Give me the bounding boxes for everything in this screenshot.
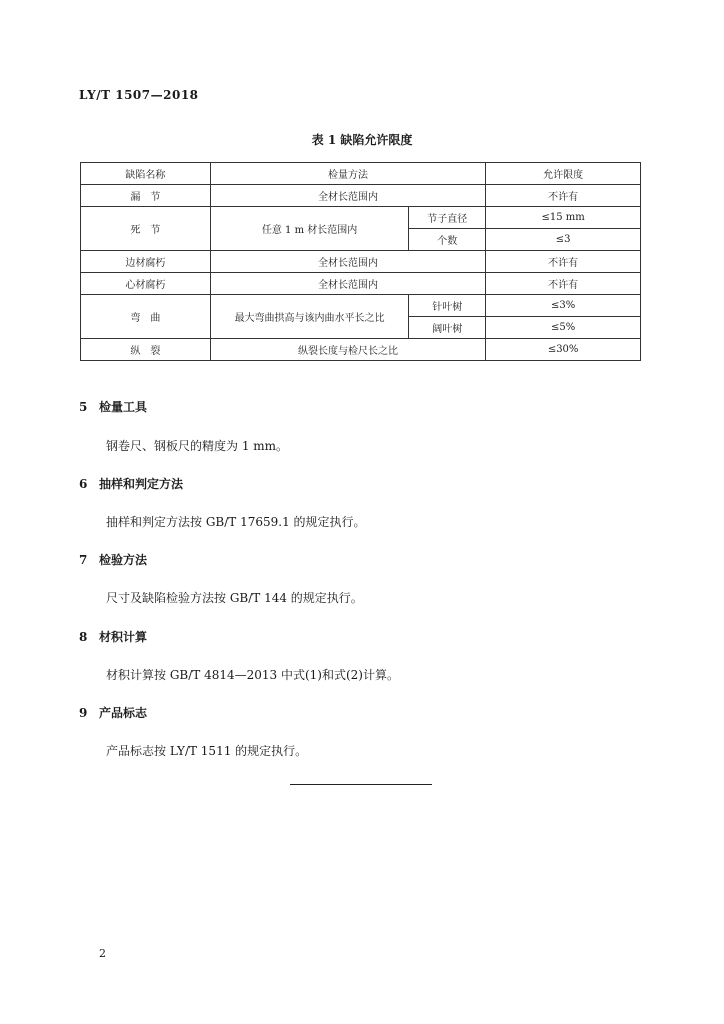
defect-name: 纵 裂 bbox=[81, 339, 211, 361]
method-cell: 任意 1 m 材长范围内 bbox=[210, 207, 409, 251]
header-method: 检量方法 bbox=[210, 163, 485, 185]
page-number: 2 bbox=[99, 947, 106, 960]
header-limit: 允许限度 bbox=[486, 163, 641, 185]
sub-criterion-cell: 个数 bbox=[409, 229, 486, 251]
section-heading bbox=[79, 551, 147, 568]
limit-cell: 不许有 bbox=[486, 273, 641, 295]
limit-cell: ≤3 bbox=[486, 229, 641, 251]
section-title: 检量工具 bbox=[99, 400, 148, 414]
method-cell: 全材长范围内 bbox=[210, 251, 485, 273]
method-cell: 全材长范围内 bbox=[210, 185, 485, 207]
limit-cell: ≤15 mm bbox=[486, 207, 641, 229]
section-heading bbox=[79, 398, 147, 415]
defect-name: 边材腐朽 bbox=[81, 251, 211, 273]
table-row bbox=[81, 251, 641, 273]
method-cell: 纵裂长度与检尺长之比 bbox=[210, 339, 485, 361]
section-heading bbox=[79, 628, 147, 645]
section-number: 5 bbox=[79, 400, 88, 414]
table-row bbox=[81, 295, 641, 317]
section-title: 材积计算 bbox=[99, 630, 148, 644]
document-code: LY/T 1507—2018 bbox=[79, 88, 199, 102]
section-body: 产品标志按 LY/T 1511 的规定执行。 bbox=[106, 744, 308, 758]
section-body: 尺寸及缺陷检验方法按 GB/T 144 的规定执行。 bbox=[106, 591, 363, 605]
defect-name: 死 节 bbox=[81, 207, 211, 251]
table-header-row bbox=[81, 163, 641, 185]
section-number: 9 bbox=[79, 706, 88, 720]
table-row bbox=[81, 207, 641, 229]
section-body: 材积计算按 GB/T 4814—2013 中式(1)和式(2)计算。 bbox=[106, 668, 399, 682]
limit-cell: ≤5% bbox=[486, 317, 641, 339]
defect-name: 心材腐朽 bbox=[81, 273, 211, 295]
sub-criterion-cell: 节子直径 bbox=[409, 207, 486, 229]
section-body: 抽样和判定方法按 GB/T 17659.1 的规定执行。 bbox=[106, 515, 366, 529]
sub-criterion-cell: 针叶树 bbox=[409, 295, 486, 317]
section-heading bbox=[79, 475, 183, 492]
defect-name: 弯 曲 bbox=[81, 295, 211, 339]
section-number: 8 bbox=[79, 630, 88, 644]
section-title: 检验方法 bbox=[99, 553, 148, 567]
table-title: 表 1 缺陷允许限度 bbox=[311, 133, 413, 147]
end-of-document-rule bbox=[290, 784, 432, 785]
section-title: 产品标志 bbox=[99, 706, 148, 720]
table-row bbox=[81, 185, 641, 207]
section-body: 钢卷尺、钢板尺的精度为 1 mm。 bbox=[106, 439, 289, 453]
header-defect-name: 缺陷名称 bbox=[81, 163, 211, 185]
limit-cell: ≤30% bbox=[486, 339, 641, 361]
defect-name: 漏 节 bbox=[81, 185, 211, 207]
limit-cell: 不许有 bbox=[486, 251, 641, 273]
section-number: 7 bbox=[79, 553, 88, 567]
section-number: 6 bbox=[79, 477, 88, 491]
method-cell: 最大弯曲拱高与该内曲水平长之比 bbox=[210, 295, 409, 339]
defect-tolerance-table bbox=[80, 162, 641, 361]
section-title: 抽样和判定方法 bbox=[99, 477, 184, 491]
sub-criterion-cell: 阔叶树 bbox=[409, 317, 486, 339]
limit-cell: ≤3% bbox=[486, 295, 641, 317]
limit-cell: 不许有 bbox=[486, 185, 641, 207]
table-row bbox=[81, 273, 641, 295]
method-cell: 全材长范围内 bbox=[210, 273, 485, 295]
table-row bbox=[81, 339, 641, 361]
section-heading bbox=[79, 704, 147, 721]
